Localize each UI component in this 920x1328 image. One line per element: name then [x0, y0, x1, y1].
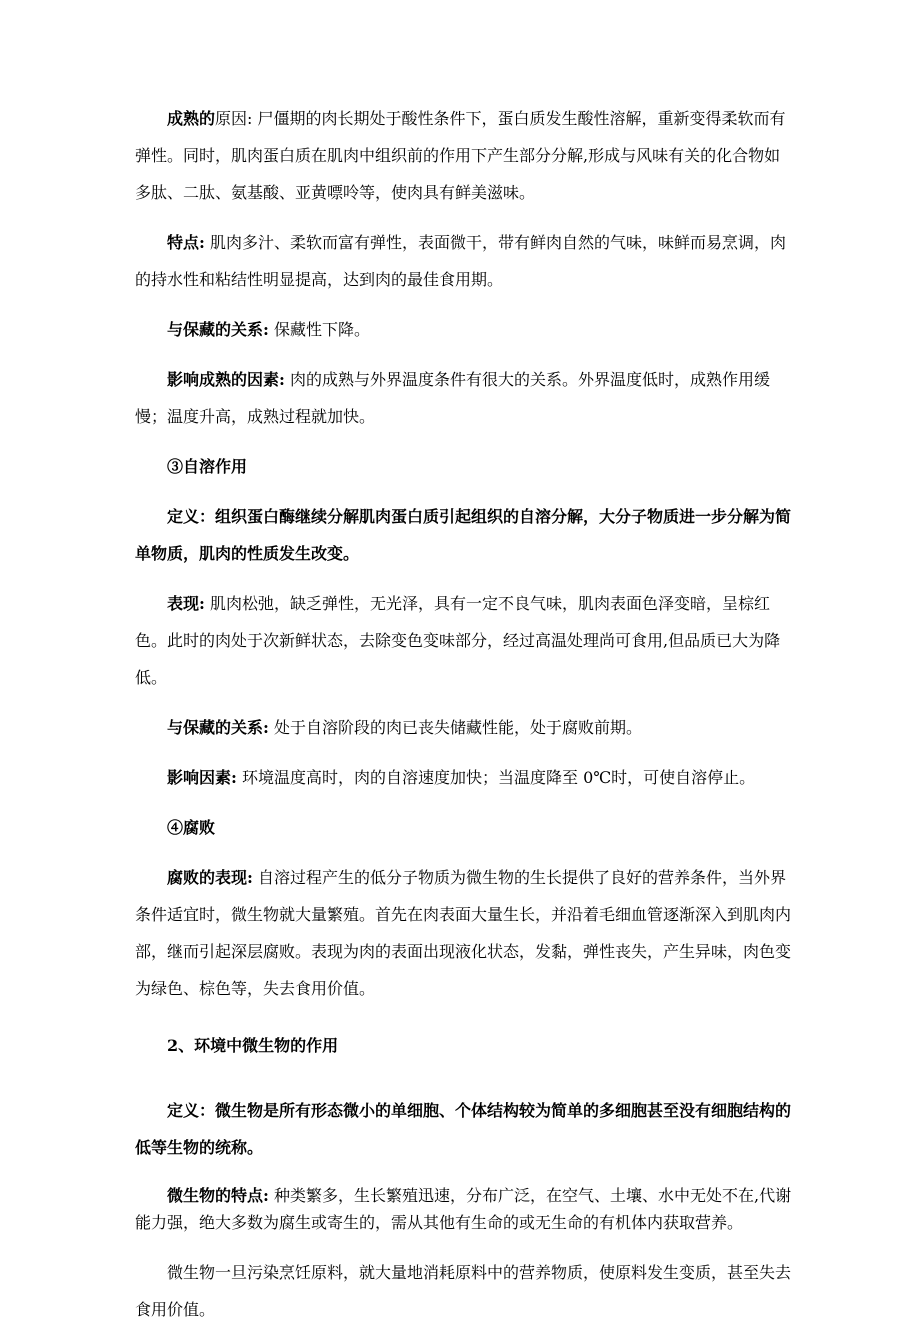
paragraph-text: 肉的成熟与外界温度条件有很大的关系。外界温度低时，成熟作用缓慢；温度升高，成熟过程就加快。: [135, 370, 771, 426]
section-heading-microorganisms: 2、环境中微生物的作用: [167, 1036, 339, 1055]
section-heading-spoilage: ④腐败: [167, 818, 216, 837]
term-label: 特点:: [167, 233, 205, 252]
term-label: 影响因素:: [167, 768, 237, 787]
paragraph-microorganism-features: [135, 1182, 795, 1236]
paragraph-text: 保藏性下降。: [268, 320, 371, 339]
paragraph-features: [135, 224, 795, 298]
term-label: 与保藏的关系:: [167, 718, 269, 737]
paragraph-autolysis-definition: 定义：组织蛋白酶继续分解肌肉蛋白质引起组织的自溶分解，大分子物质进一步分解为简单物质，肌肉的性质发生改变。: [135, 507, 792, 563]
paragraph-text: 尸僵期的肉长期处于酸性条件下，蛋白质发生酸性溶解，重新变得柔软而有弹性。同时，肌肉蛋白质在肌肉中组织前的作用下产生部分分解,形成与风味有关的化合物如多肽、二肽、氨基酸、亚黄嘌呤等，使肉具有鲜美滋味。: [135, 109, 786, 202]
paragraph-text: 环境温度高时，肉的自溶速度加快；当温度降至 0℃时，可使自溶停止。: [236, 768, 756, 787]
term-label: 成熟的: [167, 109, 216, 128]
document-body: [135, 100, 795, 1328]
paragraph-maturation-factors: [135, 361, 795, 435]
paragraph-contamination: 微生物一旦污染烹饪原料，就大量地消耗原料中的营养物质，使原料发生变质，甚至失去食用价值。: [135, 1263, 792, 1319]
section-heading-autolysis: ③自溶作用: [167, 457, 248, 476]
term-label: 与保藏的关系:: [167, 320, 269, 339]
paragraph-factors: [135, 759, 795, 796]
paragraph-spoilage-manifestation: [135, 859, 795, 1007]
paragraph-text: 种类繁多，生长繁殖迅速，分布广泛，在空气、土壤、水中无处不在,代谢能力强，绝大多数为腐生或寄生的，需从其他有生命的或无生命的有机体内获取营养。: [135, 1186, 792, 1232]
paragraph-maturation-cause: [135, 100, 795, 211]
paragraph-text: 处于自溶阶段的肉已丧失储藏性能，处于腐败前期。: [268, 718, 643, 737]
paragraph-preservation-relation: [135, 311, 795, 348]
paragraph-text: 自溶过程产生的低分子物质为微生物的生长提供了良好的营养条件，当外界条件适宜时，微生物就大量繁殖。首先在肉表面大量生长，并沿着毛细血管逐渐深入到肌肉内部，继而引起深层腐败。表现为肉的表面出现液化状态，发黏，弹性丧失，产生异味，肉色变为绿色、棕色等，失去食用价值。: [135, 868, 792, 998]
paragraph-preservation-relation-2: [135, 709, 795, 746]
term-label: 表现:: [167, 594, 205, 613]
term-label-plain: 原因:: [215, 109, 253, 128]
term-label: 腐败的表现:: [167, 868, 253, 887]
paragraph-text: 肌肉多汁、柔软而富有弹性，表面微干，带有鲜肉自然的气味，味鲜而易烹调，肉的持水性和粘结性明显提高，达到肉的最佳食用期。: [135, 233, 787, 289]
paragraph-microorganism-definition: 定义：微生物是所有形态微小的单细胞、个体结构较为简单的多细胞甚至没有细胞结构的低等生物的统称。: [135, 1101, 792, 1157]
paragraph-manifestation: [135, 585, 795, 696]
paragraph-text: 肌肉松弛，缺乏弹性，无光泽，具有一定不良气味，肌肉表面色泽变暗，呈棕红色。此时的肉处于次新鲜状态，去除变色变味部分，经过高温处理尚可食用,但品质已大为降低。: [135, 594, 781, 687]
term-label: 影响成熟的因素:: [167, 370, 285, 389]
term-label: 微生物的特点:: [167, 1186, 269, 1205]
